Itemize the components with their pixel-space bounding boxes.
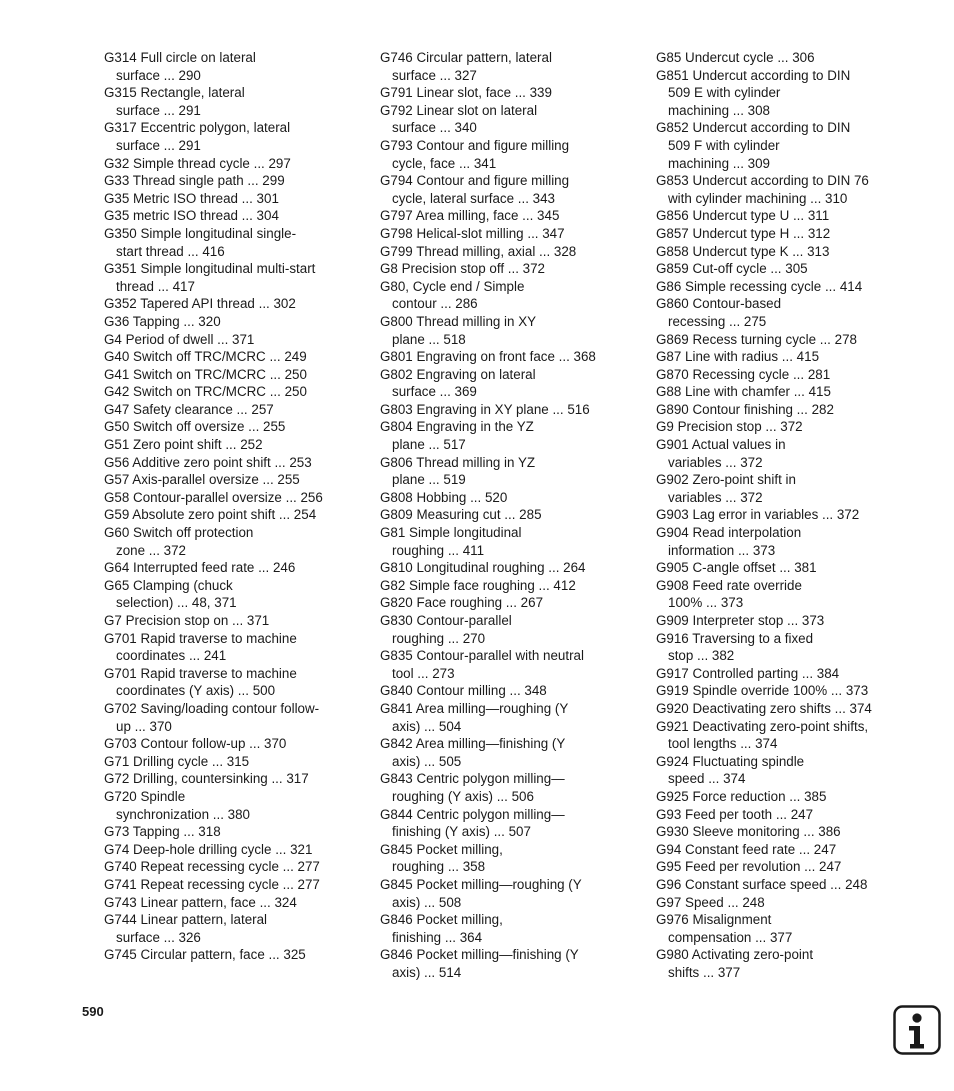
index-entry-term: G72 Drilling, countersinking ... 317 [104, 771, 309, 787]
index-entry [656, 753, 918, 788]
index-entry-term: G96 Constant surface speed ... 248 [656, 876, 868, 892]
index-entry-term: G794 Contour and figure milling [380, 173, 570, 189]
index-entry-term: G860 Contour-based [656, 296, 782, 312]
index-entry [104, 946, 366, 964]
index-entry [104, 84, 366, 119]
index-entry-term: G314 Full circle on lateral [104, 50, 256, 65]
index-entry [656, 366, 918, 384]
index-entry-continuation: variables ... 372 [668, 454, 763, 470]
index-entry [380, 489, 642, 507]
index-entry-term: G856 Undercut type U ... 311 [656, 208, 830, 224]
index-entry [104, 630, 366, 665]
index-entry [104, 49, 366, 84]
index-entry [656, 946, 918, 981]
index-entry [656, 788, 918, 806]
index-entry-term: G85 Undercut cycle ... 306 [656, 50, 815, 65]
index-entry-term: G720 Spindle [104, 788, 186, 804]
index-entry [380, 278, 642, 313]
index-entry [380, 418, 642, 453]
index-entry-term: G32 Simple thread cycle ... 297 [104, 155, 291, 171]
index-entry-term: G86 Simple recessing cycle ... 414 [656, 278, 863, 294]
index-entry [104, 700, 366, 735]
index-entry-term: G840 Contour milling ... 348 [380, 683, 547, 699]
index-entry [104, 841, 366, 859]
index-entry [656, 506, 918, 524]
index-entry [380, 577, 642, 595]
index-entry [656, 49, 918, 67]
index-entry-continuation: surface ... 340 [392, 120, 477, 136]
index-entry [104, 858, 366, 876]
index-entry [656, 823, 918, 841]
index-entry-term: G830 Contour-parallel [380, 613, 512, 628]
index-entry-term: G65 Clamping (chuck [104, 577, 233, 593]
index-entry-term: G809 Measuring cut ... 285 [380, 507, 542, 523]
index-entry [656, 331, 918, 349]
index-entry-continuation: speed ... 374 [668, 771, 746, 787]
index-entry-term: G744 Linear pattern, lateral [104, 912, 268, 928]
info-icon [893, 1005, 941, 1055]
index-entry-term: G798 Helical-slot milling ... 347 [380, 225, 565, 241]
index-entry-continuation: stop ... 382 [668, 648, 735, 664]
index-entry [104, 489, 366, 507]
index-column-3 [656, 49, 918, 981]
index-entry-term: G791 Linear slot, face ... 339 [380, 85, 552, 101]
index-entry [104, 770, 366, 788]
index-entry-continuation: roughing ... 358 [392, 859, 486, 875]
index-entry-term: G60 Switch off protection [104, 525, 254, 541]
index-entry [656, 243, 918, 261]
index-entry-term: G844 Centric polygon milling— [380, 806, 565, 822]
index-entry-continuation: cycle, lateral surface ... 343 [392, 190, 555, 206]
index-entry [104, 577, 366, 612]
index-entry-term: G800 Thread milling in XY [380, 313, 537, 329]
index-entry-continuation: tool lengths ... 374 [668, 736, 778, 752]
index-entry [104, 612, 366, 630]
index-entry-continuation: coordinates (Y axis) ... 500 [116, 683, 276, 699]
index-entry [656, 700, 918, 718]
index-entry [380, 313, 642, 348]
index-entry-continuation: surface ... 290 [116, 67, 201, 83]
index-entry [104, 911, 366, 946]
index-entry-continuation: finishing ... 364 [392, 929, 483, 945]
index-entry-term: G976 Misalignment [656, 912, 772, 928]
index-entry [380, 876, 642, 911]
page-number: 590 [82, 1004, 104, 1019]
index-entry-term: G40 Switch off TRC/MCRC ... 249 [104, 349, 307, 365]
index-entry-term: G743 Linear pattern, face ... 324 [104, 894, 297, 910]
index-entry-continuation: information ... 373 [668, 542, 776, 558]
index-entry [380, 524, 642, 559]
index-entry-term: G870 Recessing cycle ... 281 [656, 366, 831, 382]
index-entry-term: G701 Rapid traverse to machine [104, 630, 297, 646]
index-entry-term: G746 Circular pattern, lateral [380, 50, 552, 65]
index-entry [104, 735, 366, 753]
index-entry-term: G804 Engraving in the YZ [380, 419, 534, 435]
index-entry-term: G9 Precision stop ... 372 [656, 419, 803, 435]
index-entry-continuation: thread ... 417 [116, 278, 195, 294]
index-entry-continuation: axis) ... 514 [392, 964, 462, 980]
index-entry-term: G57 Axis-parallel oversize ... 255 [104, 472, 300, 488]
index-entry [104, 753, 366, 771]
index-entry-term: G921 Deactivating zero-point shifts, [656, 718, 869, 734]
index-entry-term: G924 Fluctuating spindle [656, 753, 805, 769]
index-entry-continuation: surface ... 369 [392, 384, 477, 400]
index-entry-term: G35 Metric ISO thread ... 301 [104, 190, 279, 206]
index-entry [380, 102, 642, 137]
index-entry [656, 225, 918, 243]
index-entry [380, 841, 642, 876]
index-entry-term: G701 Rapid traverse to machine [104, 665, 297, 681]
index-entry-term: G869 Recess turning cycle ... 278 [656, 331, 857, 347]
index-entry-term: G352 Tapered API thread ... 302 [104, 296, 296, 312]
index-entry [104, 313, 366, 331]
index-entry [104, 119, 366, 154]
index-entry [656, 436, 918, 471]
index-entry [380, 49, 642, 84]
index-entry-term: G806 Thread milling in YZ [380, 454, 536, 470]
index-entry-term: G797 Area milling, face ... 345 [380, 208, 560, 224]
index-entry [656, 295, 918, 330]
index-entry [380, 506, 642, 524]
index-entry-term: G909 Interpreter stop ... 373 [656, 613, 825, 628]
index-entry [104, 225, 366, 260]
index-entry-continuation: surface ... 291 [116, 102, 201, 118]
index-entry [104, 172, 366, 190]
index-entry-term: G74 Deep-hole drilling cycle ... 321 [104, 841, 313, 857]
index-entry [380, 137, 642, 172]
index-entry [656, 858, 918, 876]
index-entry [380, 260, 642, 278]
index-entry [656, 524, 918, 559]
index-entry-term: G741 Repeat recessing cycle ... 277 [104, 876, 320, 892]
index-entry-continuation: tool ... 273 [392, 665, 455, 681]
index-entry-term: G58 Contour-parallel oversize ... 256 [104, 489, 323, 505]
index-entry [104, 454, 366, 472]
index-entry-term: G905 C-angle offset ... 381 [656, 560, 817, 576]
index-entry-term: G42 Switch on TRC/MCRC ... 250 [104, 384, 307, 400]
index-entry-term: G903 Lag error in variables ... 372 [656, 507, 860, 523]
index-entry [380, 559, 642, 577]
index-entry-term: G71 Drilling cycle ... 315 [104, 753, 250, 769]
index-entry [380, 735, 642, 770]
index-entry [380, 700, 642, 735]
index-entry-continuation: variables ... 372 [668, 489, 763, 505]
index-entry [656, 841, 918, 859]
index-entry [380, 172, 642, 207]
index-entry [104, 506, 366, 524]
index-entry-term: G7 Precision stop on ... 371 [104, 613, 270, 628]
index-entry [104, 823, 366, 841]
index-entry [104, 295, 366, 313]
index-entry-continuation: coordinates ... 241 [116, 648, 227, 664]
index-entry [380, 647, 642, 682]
index-entry-continuation: shifts ... 377 [668, 964, 741, 980]
index-entry [656, 471, 918, 506]
index-entry-term: G56 Additive zero point shift ... 253 [104, 454, 312, 470]
index-column-2 [380, 49, 642, 981]
index-entry-term: G919 Spindle override 100% ... 373 [656, 683, 869, 699]
index-entry [656, 260, 918, 278]
index-entry [104, 331, 366, 349]
index-entry-term: G351 Simple longitudinal multi-start [104, 261, 316, 277]
index-entry [380, 348, 642, 366]
index-entry-term: G843 Centric polygon milling— [380, 771, 565, 787]
index-entry-term: G47 Safety clearance ... 257 [104, 401, 274, 417]
index-entry [104, 665, 366, 700]
index-entry [656, 278, 918, 296]
index-entry-term: G845 Pocket milling—roughing (Y [380, 876, 582, 892]
index-entry [656, 911, 918, 946]
index-entry-term: G80, Cycle end / Simple [380, 278, 525, 294]
index-column-1 [104, 49, 366, 964]
index-entry-continuation: zone ... 372 [116, 542, 186, 558]
index-entry-term: G8 Precision stop off ... 372 [380, 261, 545, 277]
index-entry [656, 894, 918, 912]
index-entry [656, 630, 918, 665]
index-entry [104, 207, 366, 225]
index-entry-continuation: 509 F with cylinder [668, 137, 780, 153]
index-entry-term: G802 Engraving on lateral [380, 366, 536, 382]
index-entry-continuation: machining ... 308 [668, 102, 770, 118]
index-entry-term: G858 Undercut type K ... 313 [656, 243, 830, 259]
index-entry-term: G810 Longitudinal roughing ... 264 [380, 560, 586, 576]
index-entry [104, 524, 366, 559]
index-entry [104, 471, 366, 489]
index-entry-term: G95 Feed per revolution ... 247 [656, 859, 842, 875]
index-entry [656, 383, 918, 401]
index-entry-term: G81 Simple longitudinal [380, 525, 522, 541]
index-entry [104, 788, 366, 823]
index-entry-term: G93 Feed per tooth ... 247 [656, 806, 814, 822]
index-entry [656, 718, 918, 753]
index-entry [380, 911, 642, 946]
index-entry-continuation: 100% ... 373 [668, 595, 744, 611]
index-entry [656, 67, 918, 120]
index-entry-term: G82 Simple face roughing ... 412 [380, 577, 576, 593]
index-entry-continuation: roughing ... 270 [392, 630, 486, 646]
index-entry-term: G35 metric ISO thread ... 304 [104, 208, 279, 224]
index-entry-term: G350 Simple longitudinal single- [104, 225, 297, 241]
index-entry-term: G740 Repeat recessing cycle ... 277 [104, 859, 320, 875]
index-entry-term: G853 Undercut according to DIN 76 [656, 173, 869, 189]
index-entry-continuation: machining ... 309 [668, 155, 770, 171]
index-entry [656, 172, 918, 207]
index-entry-term: G902 Zero-point shift in [656, 472, 796, 488]
index-entry-term: G702 Saving/loading contour follow- [104, 700, 320, 716]
index-entry [104, 383, 366, 401]
index-entry-term: G908 Feed rate override [656, 577, 802, 593]
index-entry-term: G917 Controlled parting ... 384 [656, 665, 840, 681]
index-entry [104, 366, 366, 384]
index-entry-continuation: 509 E with cylinder [668, 85, 781, 101]
index-entry [380, 454, 642, 489]
index-entry-term: G801 Engraving on front face ... 368 [380, 349, 596, 365]
index-entry-term: G94 Constant feed rate ... 247 [656, 841, 837, 857]
index-entry [380, 366, 642, 401]
index-entry [104, 190, 366, 208]
index-entry [656, 401, 918, 419]
index-entry [380, 207, 642, 225]
index-entry [656, 876, 918, 894]
index-entry [656, 612, 918, 630]
index-entry-continuation: plane ... 517 [392, 437, 466, 453]
index-entry [656, 577, 918, 612]
index-entry [380, 594, 642, 612]
index-entry-term: G792 Linear slot on lateral [380, 102, 538, 118]
index-entry-term: G88 Line with chamfer ... 415 [656, 384, 831, 400]
index-entry-term: G808 Hobbing ... 520 [380, 489, 508, 505]
index-entry-term: G803 Engraving in XY plane ... 516 [380, 401, 590, 417]
index-entry-term: G97 Speed ... 248 [656, 894, 765, 910]
index-entry [656, 665, 918, 683]
index-entry [656, 119, 918, 172]
index-entry-continuation: roughing ... 411 [392, 542, 485, 558]
index-entry-term: G315 Rectangle, lateral [104, 85, 245, 101]
index-entry-term: G930 Sleeve monitoring ... 386 [656, 824, 841, 840]
index-entry-term: G916 Traversing to a fixed [656, 630, 814, 646]
index-entry [104, 876, 366, 894]
index-entry [104, 418, 366, 436]
index-entry-term: G904 Read interpolation [656, 525, 802, 541]
index-entry [104, 894, 366, 912]
index-entry-continuation: plane ... 518 [392, 331, 466, 347]
index-entry-continuation: start thread ... 416 [116, 243, 225, 259]
index-entry-term: G920 Deactivating zero shifts ... 374 [656, 700, 872, 716]
index-entry-term: G799 Thread milling, axial ... 328 [380, 243, 577, 259]
index-entry-continuation: surface ... 327 [392, 67, 477, 83]
index-entry [380, 225, 642, 243]
index-entry [104, 559, 366, 577]
index-entry-term: G820 Face roughing ... 267 [380, 595, 544, 611]
index-entry-term: G51 Zero point shift ... 252 [104, 437, 263, 453]
index-entry-term: G841 Area milling—roughing (Y [380, 700, 569, 716]
index-entry [104, 436, 366, 454]
index-entry-continuation: compensation ... 377 [668, 929, 793, 945]
index-entry-continuation: synchronization ... 380 [116, 806, 250, 822]
index-entry-term: G845 Pocket milling, [380, 841, 503, 857]
index-entry-term: G793 Contour and figure milling [380, 137, 570, 153]
index-entry [104, 348, 366, 366]
index-entry-term: G64 Interrupted feed rate ... 246 [104, 560, 296, 576]
index-entry [380, 84, 642, 102]
index-entry-term: G87 Line with radius ... 415 [656, 349, 820, 365]
index-entry [656, 559, 918, 577]
index-entry-continuation: roughing (Y axis) ... 506 [392, 788, 534, 804]
index-entry [380, 612, 642, 647]
index-entry-term: G33 Thread single path ... 299 [104, 173, 285, 189]
index-entry [380, 770, 642, 805]
index-entry [104, 401, 366, 419]
index-entry [656, 806, 918, 824]
index-entry-continuation: surface ... 291 [116, 137, 201, 153]
index-entry-term: G846 Pocket milling, [380, 912, 503, 928]
index-entry [380, 946, 642, 981]
index-entry [656, 418, 918, 436]
index-entry-term: G901 Actual values in [656, 437, 786, 453]
index-entry-continuation: axis) ... 508 [392, 894, 462, 910]
index-entry-continuation: selection) ... 48, 371 [116, 595, 237, 611]
index-entry-term: G846 Pocket milling—finishing (Y [380, 947, 579, 963]
index-entry-continuation: recessing ... 275 [668, 313, 767, 329]
index-entry-term: G41 Switch on TRC/MCRC ... 250 [104, 366, 307, 382]
index-entry-continuation: contour ... 286 [392, 296, 478, 312]
index-entry-continuation: cycle, face ... 341 [392, 155, 497, 171]
index-entry-continuation: with cylinder machining ... 310 [668, 190, 848, 206]
index-entry [104, 155, 366, 173]
index-entry-term: G4 Period of dwell ... 371 [104, 331, 255, 347]
index-entry-term: G317 Eccentric polygon, lateral [104, 120, 291, 136]
index-entry-continuation: up ... 370 [116, 718, 172, 734]
index-entry-continuation: finishing (Y axis) ... 507 [392, 824, 531, 840]
index-entry [656, 348, 918, 366]
index-entry [380, 243, 642, 261]
index-entry-continuation: axis) ... 505 [392, 753, 462, 769]
index-entry-term: G73 Tapping ... 318 [104, 824, 221, 840]
index-entry-term: G851 Undercut according to DIN [656, 67, 851, 83]
index-entry-term: G50 Switch off oversize ... 255 [104, 419, 286, 435]
index-entry [380, 682, 642, 700]
index-entry-term: G835 Contour-parallel with neutral [380, 648, 584, 664]
index-entry-term: G925 Force reduction ... 385 [656, 788, 827, 804]
index-entry [380, 806, 642, 841]
index-entry-continuation: axis) ... 504 [392, 718, 462, 734]
index-entry-term: G980 Activating zero-point [656, 947, 814, 963]
index-entry-term: G703 Contour follow-up ... 370 [104, 736, 287, 752]
index-entry [656, 682, 918, 700]
index-entry-continuation: plane ... 519 [392, 472, 466, 488]
index-entry-term: G842 Area milling—finishing (Y [380, 736, 566, 752]
index-entry-term: G745 Circular pattern, face ... 325 [104, 947, 306, 963]
index-entry-term: G857 Undercut type H ... 312 [656, 225, 831, 241]
index-entry [380, 401, 642, 419]
index-entry-term: G890 Contour finishing ... 282 [656, 401, 834, 417]
index-entry [104, 260, 366, 295]
index-entry-term: G59 Absolute zero point shift ... 254 [104, 507, 317, 523]
index-entry-term: G859 Cut-off cycle ... 305 [656, 261, 808, 277]
index-entry-term: G36 Tapping ... 320 [104, 313, 221, 329]
index-entry [656, 207, 918, 225]
index-entry-term: G852 Undercut according to DIN [656, 120, 851, 136]
index-entry-continuation: surface ... 326 [116, 929, 201, 945]
